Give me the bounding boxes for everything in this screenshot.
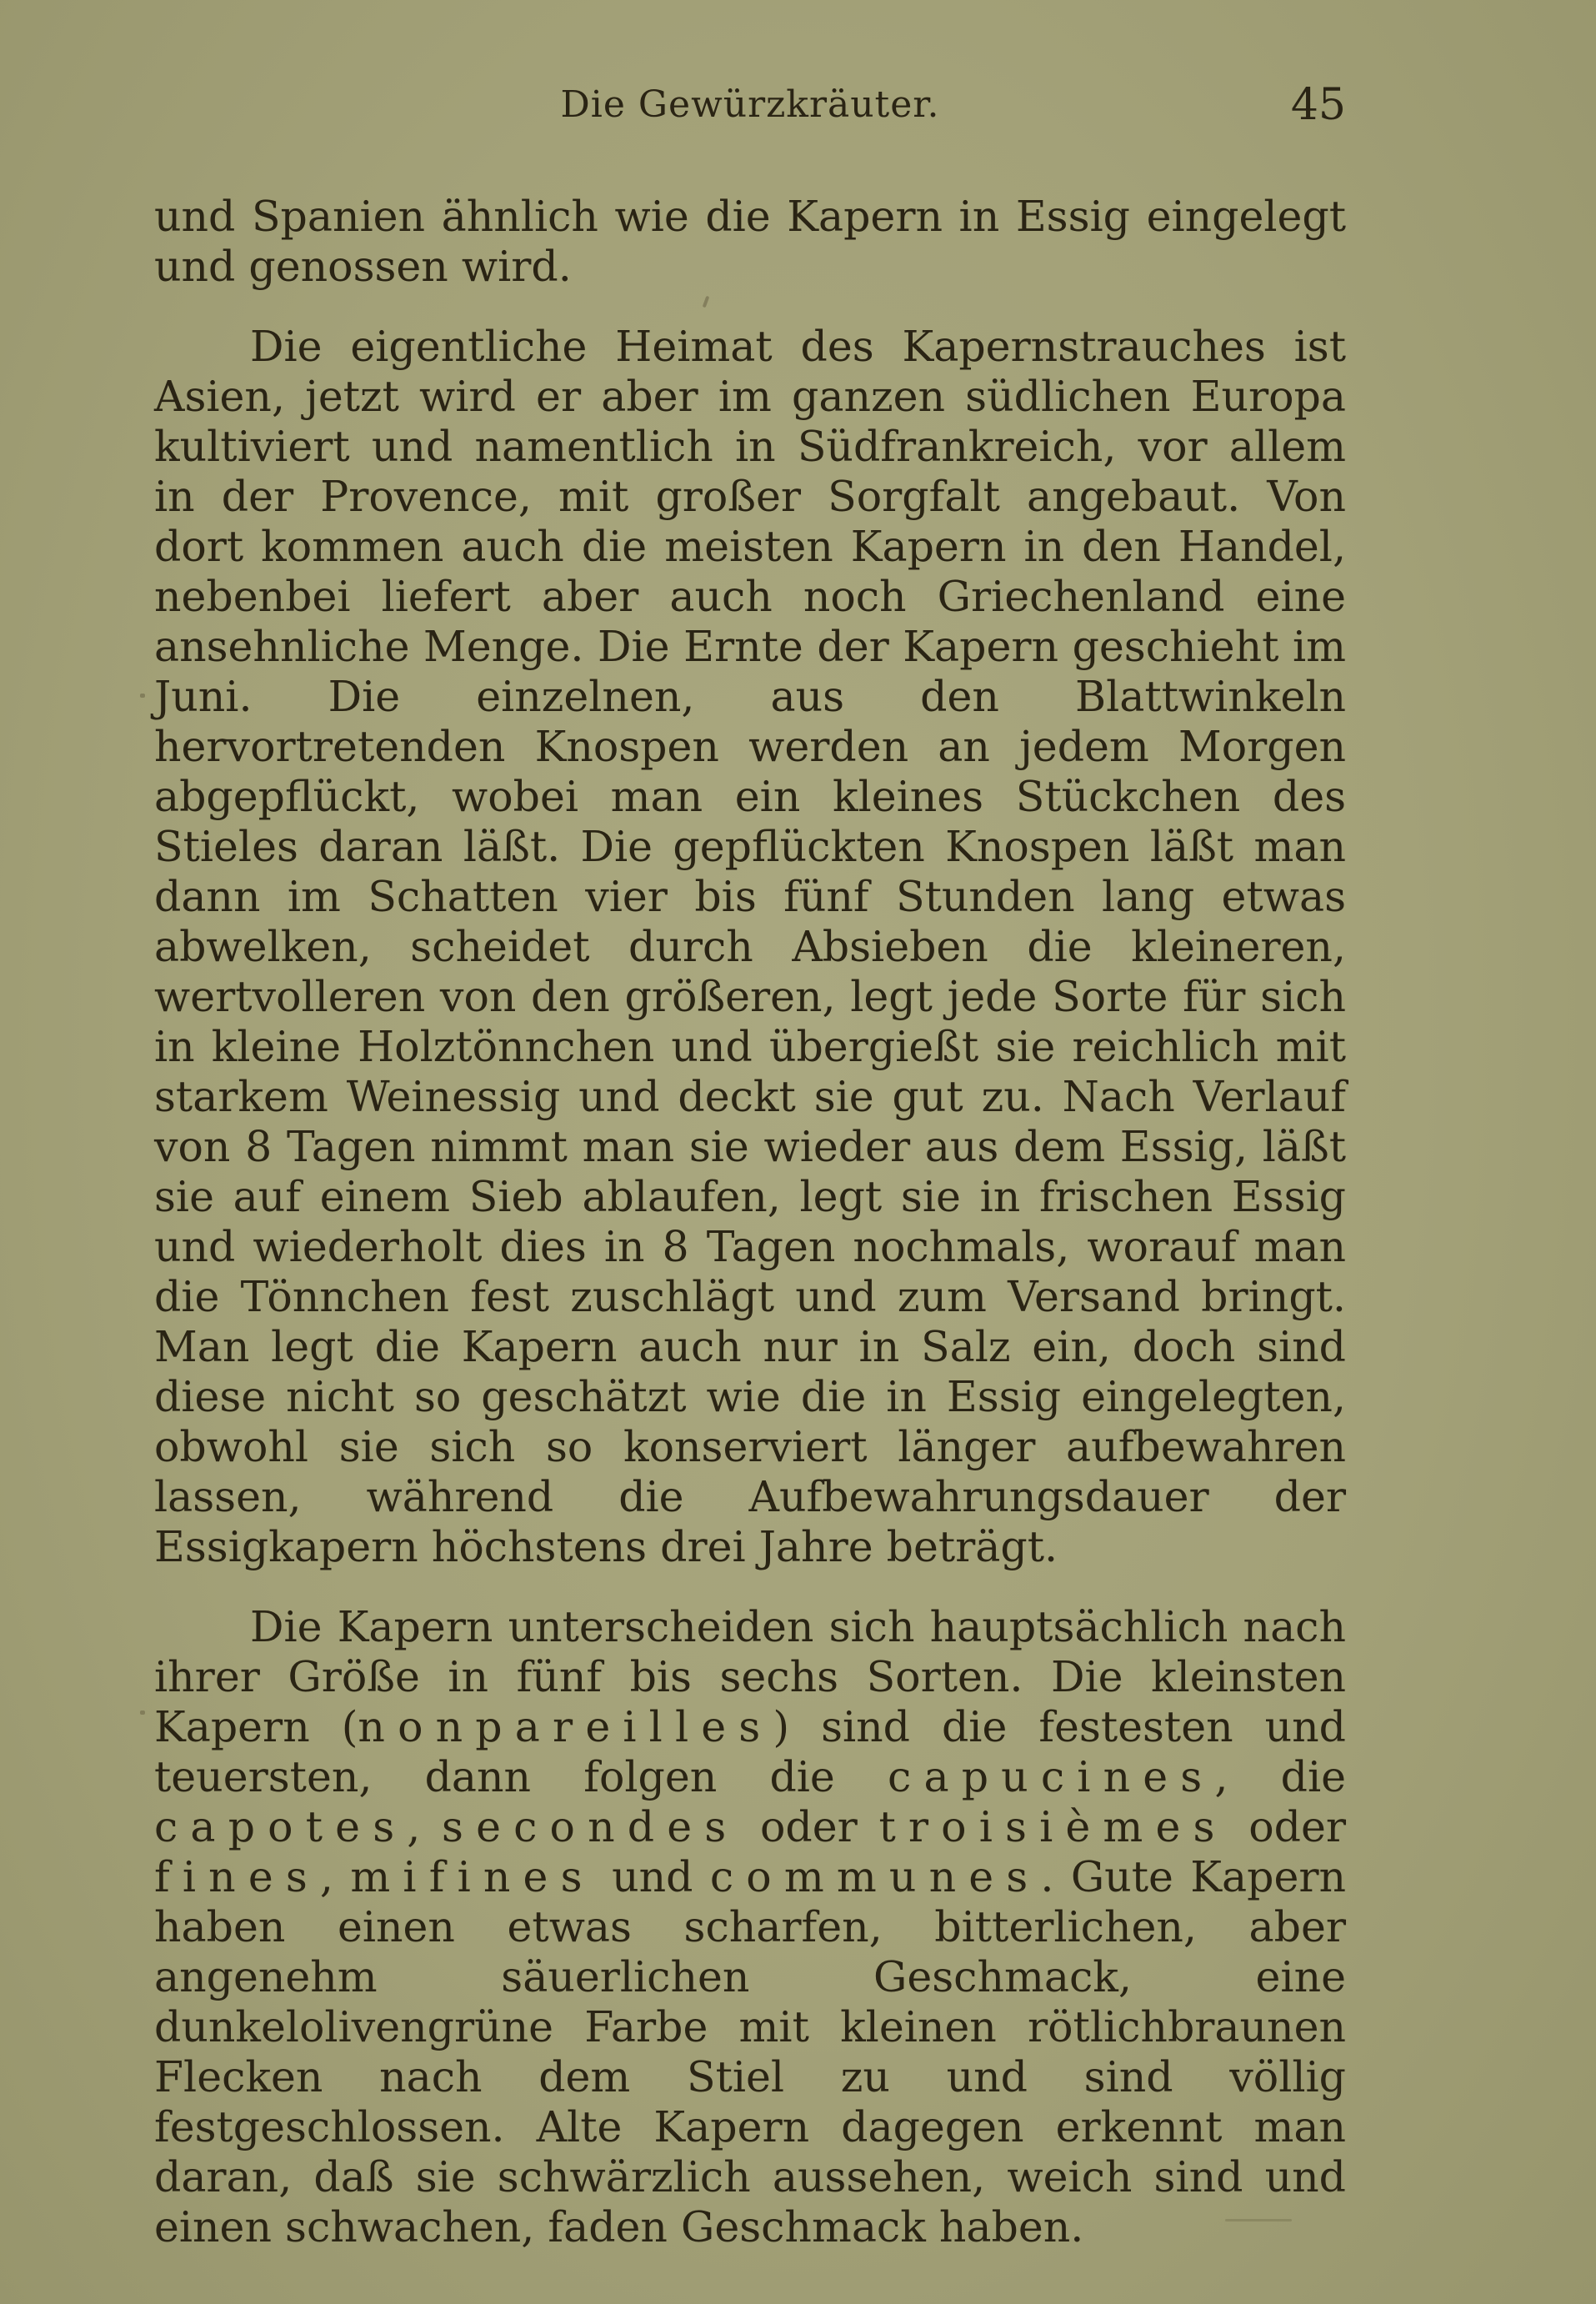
page-header <box>154 80 1346 142</box>
text-run: , die <box>1214 1752 1346 1801</box>
sort-name-mifines: mifines <box>350 1852 595 1901</box>
text-run: und <box>594 1852 710 1901</box>
page-number: 45 <box>1290 80 1346 130</box>
running-title: Die Gewürzkräuter. <box>560 83 940 126</box>
sort-name-capucines: capucines <box>888 1752 1215 1801</box>
text-run: Die Kapern unterscheiden sich hauptsächlich nach ihrer Größe in fünf bis sechs Sorten. Die kleinsten Kapern ( <box>154 1602 1346 1751</box>
sort-name-nonpareilles: nonpareilles <box>358 1702 773 1751</box>
paper-speck <box>140 694 145 698</box>
text-run: . Gute Kapern haben einen etwas scharfen, bitterlichen, aber angenehm säuerlichen Geschmack, eine dunkelolivengrüne Farbe mit kleinen rötlichbraunen Flecken nach dem Stiel zu und sind völlig festgeschlossen. Alte Kapern dagegen erkennt man daran, daß sie schwärzlich aussehen, weich sind und einen schwachen, faden Geschmack haben. <box>154 1852 1347 2251</box>
paragraph-caper-origin-harvest: Die eigentliche Heimat des Kapernstrauches ist Asien, jetzt wird er aber im ganzen südlichen Europa kultiviert und namentlich in Südfrankreich, vor allem in der Provence, mit großer Sorgfalt angebaut. Von dort kommen auch die meisten Kapern in den Handel, nebenbei liefert aber auch noch Griechenland eine ansehnliche Menge. Die Ernte der Kapern geschieht im Juni. Die einzelnen, aus den Blattwinkeln hervortretenden Knospen werden an jedem Morgen abgepflückt, wobei man ein kleines Stückchen des Stieles daran läßt. Die gepflückten Knospen läßt man dann im Schatten vier bis fünf Stunden lang etwas abwelken, scheidet durch Absieben die kleineren, wertvolleren von den größeren, legt jede Sorte für sich in kleine Holztönnchen und übergießt sie reichlich mit starkem Weinessig und deckt sie gut zu. Nach Verlauf von 8 Tagen nimmt man sie wieder aus dem Essig, läßt sie auf einem Sieb ablaufen, legt sie in frischen Essig und wiederholt dies in 8 Tagen nochmals, worauf man die Tönnchen fest zuschlägt und zum Versand bringt. Man legt die Kapern auch nur in Salz ein, doch sind diese nicht so geschätzt wie die in Essig eingelegten, obwohl sie sich so konserviert länger aufbewahren lassen, während die Aufbewahrungsdauer der Essigkapern höchstens drei Jahre beträgt. <box>154 322 1346 1571</box>
paper-speck <box>1225 2219 1292 2221</box>
paragraph-continuation: und Spanien ähnlich wie die Kapern in Essig eingelegt und genossen wird. <box>154 192 1346 291</box>
sort-name-fines: fines <box>154 1852 320 1901</box>
paper-speck <box>140 1710 145 1715</box>
text-run: , <box>407 1802 442 1851</box>
sort-name-secondes: secondes <box>442 1802 739 1851</box>
sort-name-capotes: capotes <box>154 1802 408 1851</box>
sort-name-communes: communes <box>709 1852 1041 1901</box>
paragraph-caper-sorts <box>154 1602 1346 2252</box>
body-text <box>154 192 1346 2252</box>
text-run: oder <box>738 1802 879 1851</box>
sort-name-troisiemes: troisièmes <box>878 1802 1228 1851</box>
text-run: , <box>319 1852 351 1901</box>
text-run: ) sind die festesten und teuersten, dann folgen die <box>154 1702 1346 1801</box>
text-run: oder <box>1227 1802 1346 1851</box>
